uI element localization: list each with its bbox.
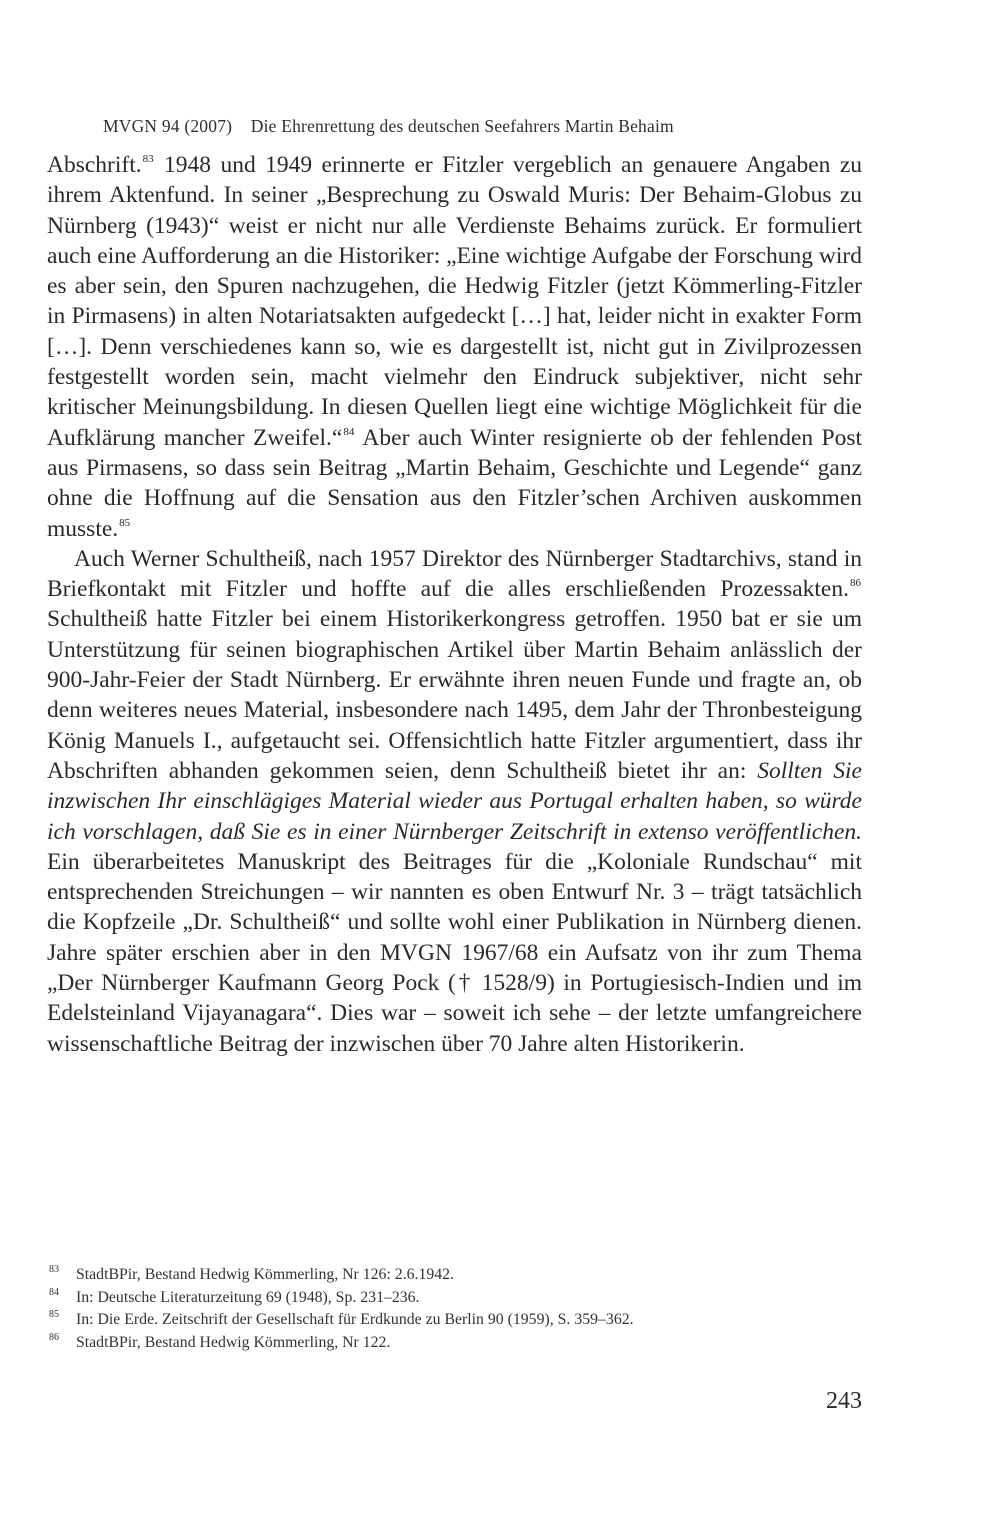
journal-citation: MVGN 94 (2007)	[103, 116, 233, 136]
footnote-ref[interactable]: 86	[850, 577, 861, 590]
footnote-text: StadtBPir, Bestand Hedwig Kömmerling, Nr 122.	[76, 1333, 391, 1351]
paragraph-text: Ein überarbeitetes Manuskript des Beitrages für die „Koloniale Rundschau“ mit entsprechenden Streichungen – wir nannten es oben Entwurf Nr. 3 – trägt tatsächlich die Kopfzeile „Dr. Schultheiß“ und sollte wohl einer Publikation in Nürnberg dienen. Jahre später erschien aber in den MVGN 1967/68 ein Aufsatz von ihr zum Thema „Der Nürnberger Kaufmann Georg Pock († 1528/9) in Portugiesisch-Indien und im Edelsteinland Vijayanagara“. Dies war – soweit ich sehe – der letzte umfangreichere wissenschaftliche Beitrag der inzwischen über 70 Jahre alten Historikerin.	[47, 848, 862, 1057]
quotation-italic: Sollten Sie inzwischen Ihr einschlägiges Material wieder aus Portugal erhalten haben, so würde ich vorschlagen, daß Sie es in einer Nürnberger Zeitschrift in extenso veröffentlichen.	[47, 757, 862, 845]
paragraph-text: 1948 und 1949 erinnerte er Fitzler vergeblich an genauere Angaben zu ihrem Aktenfund. In seiner „Besprechung zu Oswald Muris: Der Behaim-Globus zu Nürnberg (1943)“ weist er nicht nur alle Verdienste Behaims zurück. Er formuliert auch eine Aufforderung an die Historiker: „Eine wichtige Aufgabe der Forschung wird es aber sein, den Spuren nachzugehen, die Hedwig Fitzler (jetzt Kömmerling-Fitzler in Pirmasens) in alten Notariatsakten aufgedeckt […] hat, leider nicht in exakter Form […]. Denn verschiedenes kann so, wie es dargestellt ist, nicht gut in Zivilprozessen festgestellt worden sein, macht vielmehr den Eindruck subjektiver, nicht sehr kritischer Meinungsbildung. In diesen Quellen liegt eine wichtige Möglichkeit für die Aufklärung mancher Zweifel.“	[47, 152, 862, 451]
paragraph-text: Aber auch Winter resignierte ob der fehlenden Post aus Pirmasens, so dass sein Beitrag „Martin Behaim, Geschichte und Legende“ ganz ohne die Hoffnung auf die Sensation aus den Fitzler’schen Archiven auskommen musste.	[47, 424, 862, 542]
footnote-number: 83	[49, 1264, 59, 1275]
footnote-number: 86	[49, 1331, 59, 1343]
footnote-number: 85	[49, 1309, 59, 1320]
running-header	[103, 116, 863, 137]
paragraph-text: Schultheiß hatte Fitzler bei einem Historikerkongress getroffen. 1950 bat er sie um Unterstützung für seinen biographischen Artikel über Martin Behaim anlässlich der 900-Jahr-Feier der Stadt Nürnberg. Er erwähnte ihren neuen Funde und fragte an, ob denn weiteres neues Material, insbesondere nach 1495, dem Jahr der Thronbesteigung König Manuels I., aufgetaucht sei. Offensichtlich hatte Fitzler argumentiert, dass ihr Abschriften abhanden gekommen seien, denn Schultheiß bietet ihr an:	[47, 606, 862, 784]
footnote-text: In: Deutsche Literaturzeitung 69 (1948), Sp. 231–236.	[76, 1288, 420, 1306]
paragraph-text: Auch Werner Schultheiß, nach 1957 Direktor des Nürnberger Stadtarchivs, stand in Briefkontakt mit Fitzler und hoffte auf die alles erschließenden Prozessakten.	[47, 545, 862, 603]
article-title: Die Ehrenrettung des deutschen Seefahrers Martin Behaim	[250, 116, 674, 136]
body-text	[47, 150, 862, 1059]
footnote	[47, 1264, 862, 1287]
footnote-text: In: Die Erde. Zeitschrift der Gesellschaft für Erdkunde zu Berlin 90 (1959), S. 359–362.	[76, 1311, 634, 1328]
paragraph-text: Abschrift.	[47, 152, 142, 178]
footnote-ref[interactable]: 83	[142, 153, 154, 165]
footnote-text: StadtBPir, Bestand Hedwig Kömmerling, Nr 126: 2.6.1942.	[76, 1266, 455, 1283]
paragraph	[47, 544, 862, 1059]
footnote-number: 84	[49, 1286, 59, 1298]
paragraph	[47, 150, 862, 544]
footnote-ref[interactable]: 85	[119, 516, 131, 529]
page-number: 243	[826, 1388, 862, 1414]
footnote	[47, 1332, 862, 1355]
footnote	[47, 1309, 862, 1332]
footnotes	[47, 1264, 862, 1354]
footnote-ref[interactable]: 84	[343, 425, 355, 438]
footnote	[47, 1287, 862, 1310]
